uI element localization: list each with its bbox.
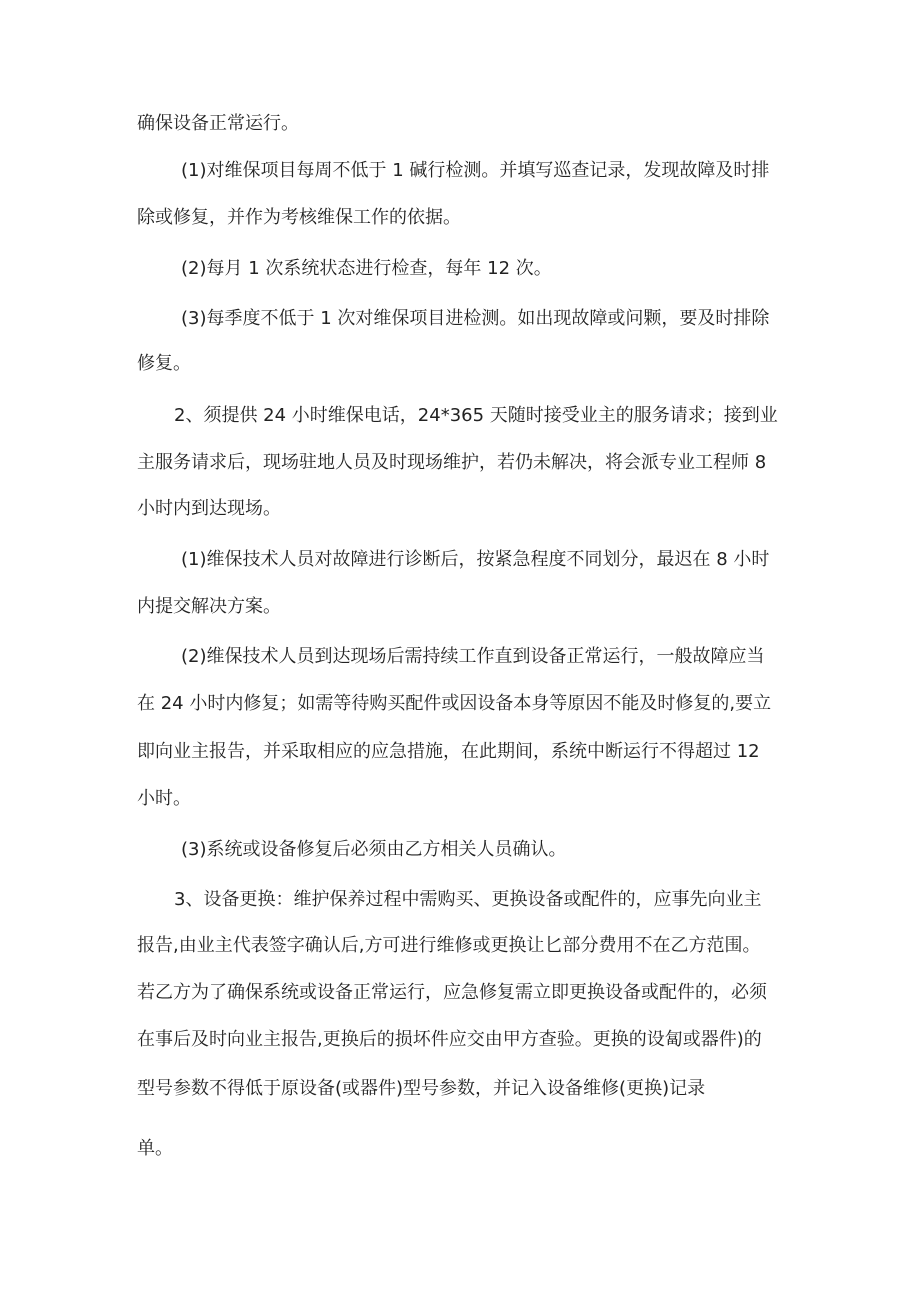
text-line-6: 修复。 <box>137 353 191 374</box>
text-line-17: 3、设备更换：维护保养过程中需购买、更换设备或配件的，应事先向业主 <box>174 889 762 910</box>
text-line-7: 2、须提供 24 小时维保电话，24*365 天随时接受业主的服务请求；接到业 <box>174 405 778 426</box>
text-line-2: (1)对维保项目每周不低于 1 碱行检测。并填写巡查记录，发现故障及时排 <box>181 160 770 181</box>
text-line-12: (2)维保技术人员到达现场后需持续工作直到设备正常运行，一般故障应当 <box>181 646 765 667</box>
text-line-1: 确保设备正常运行。 <box>137 113 299 134</box>
text-line-13: 在 24 小时内修复；如需等待购买配件或因设备本身等原因不能及时修复的,要立 <box>137 693 772 714</box>
text-line-3: 除或修复，并作为考核维保工作的依据。 <box>137 207 461 228</box>
text-line-21: 型号参数不得低于原设备(或器件)型号参数，并记入设备维修(更换)记录 <box>137 1078 706 1099</box>
text-line-14: 即向业主报告，并采取相应的应急措施，在此期间，系统中断运行不得超过 12 <box>137 741 760 762</box>
text-line-18: 报告,由业主代表签字确认后,方可进行维修或更换让匕部分费用不在乙方范围。 <box>137 935 761 956</box>
text-line-19: 若乙方为了确保系统或设备正常运行，应急修复需立即更换设备或配件的，必须 <box>137 982 767 1003</box>
text-line-5: (3)每季度不低于 1 次对维保项目进检测。如出现故障或问颗，要及时排除 <box>181 308 770 329</box>
text-line-16: (3)系统或设备修复后必须由乙方相关人员确认。 <box>181 839 567 860</box>
text-line-8: 主服务请求后，现场驻地人员及时现场维护，若仍未解决，将会派专业工程师 8 <box>137 452 767 473</box>
text-line-15: 小时。 <box>137 788 191 809</box>
text-line-11: 内提交解决方案。 <box>137 596 281 617</box>
text-line-9: 小时内到达现场。 <box>137 498 281 519</box>
text-line-4: (2)每月 1 次系统状态进行检查，每年 12 次。 <box>181 258 552 279</box>
text-line-10: (1)维保技术人员对故障进行诊断后，按紧急程度不同划分，最迟在 8 小时 <box>181 549 770 570</box>
text-line-22: 单。 <box>137 1138 173 1159</box>
text-line-20: 在事后及时向业主报告,更换后的损坏件应交由甲方查验。更换的设匐或器件)的 <box>137 1029 762 1050</box>
